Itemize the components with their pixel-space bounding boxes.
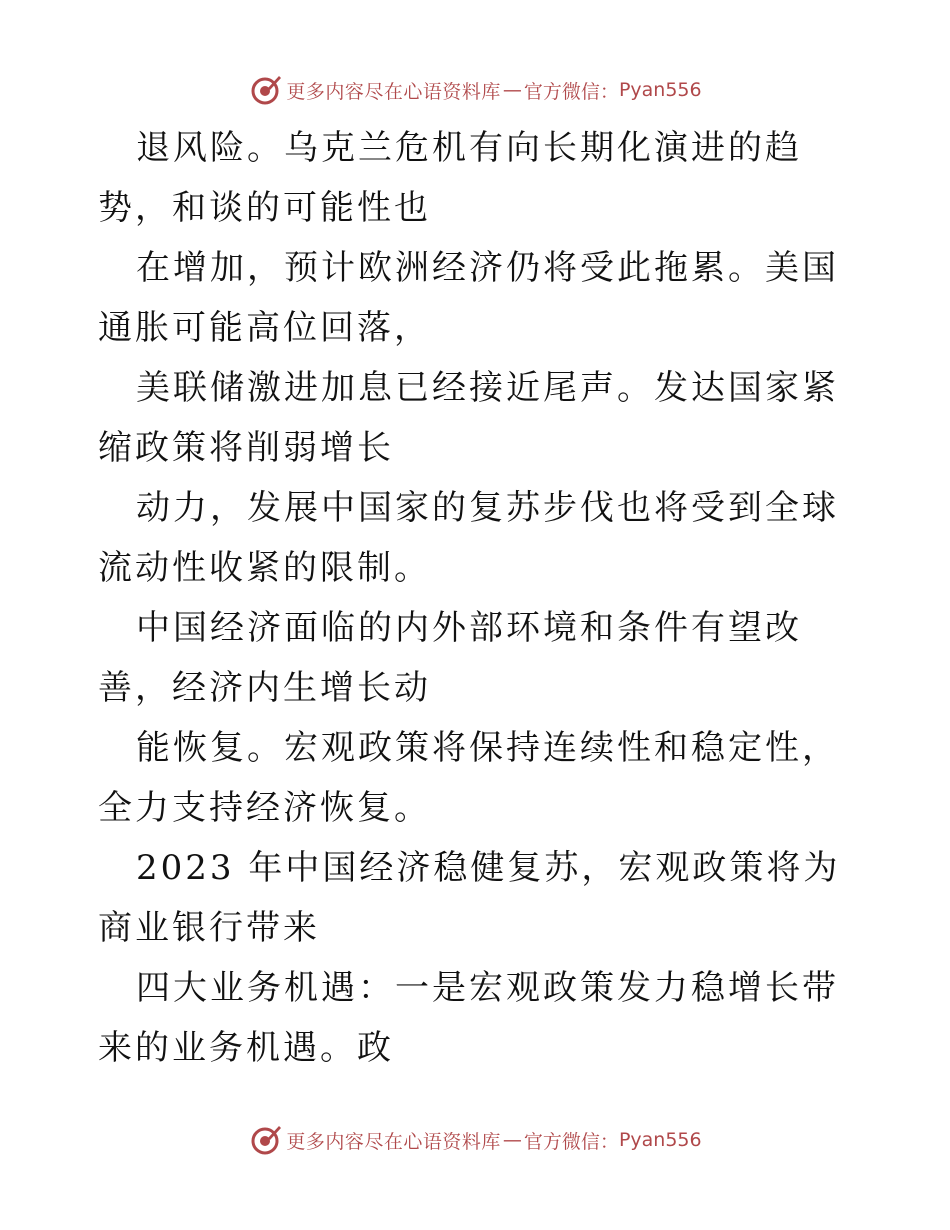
paragraph: 在增加，预计欧洲经济仍将受此拖累。美国通胀可能高位回落，	[98, 248, 839, 348]
pen-logo-icon	[248, 1123, 282, 1157]
paragraph: 美联储激进加息已经接近尾声。发达国家紧缩政策将削弱增长	[98, 368, 839, 468]
footer-site-text: 更多内容尽在心语资料库	[286, 1130, 501, 1153]
header-separator: —	[502, 79, 522, 101]
paragraph: 中国经济面临的内外部环境和条件有望改善，经济内生增长动	[98, 608, 802, 708]
footer-wechat-id: Pyan556	[618, 1129, 702, 1151]
footer-separator: —	[502, 1129, 522, 1151]
header-wechat-id: Pyan556	[618, 79, 702, 101]
paragraph: 2023 年中国经济稳健复苏，宏观政策将为商业银行带来	[98, 848, 841, 948]
paragraph: 能恢复。宏观政策将保持连续性和稳定性，全力支持经济恢复。	[98, 728, 839, 828]
pen-logo-icon	[248, 73, 282, 107]
paragraph: 动力，发展中国家的复苏步伐也将受到全球流动性收紧的限制。	[98, 488, 839, 588]
footer-official-label: 官方微信：	[523, 1130, 619, 1153]
document-body	[98, 118, 858, 1078]
header-site-text: 更多内容尽在心语资料库	[286, 80, 501, 103]
header-watermark	[0, 70, 950, 110]
footer-watermark	[0, 1120, 950, 1160]
paragraph: 退风险。乌克兰危机有向长期化演进的趋势，和谈的可能性也	[98, 128, 802, 228]
header-official-label: 官方微信：	[523, 80, 619, 103]
paragraph: 四大业务机遇：一是宏观政策发力稳增长带来的业务机遇。政	[98, 968, 839, 1068]
